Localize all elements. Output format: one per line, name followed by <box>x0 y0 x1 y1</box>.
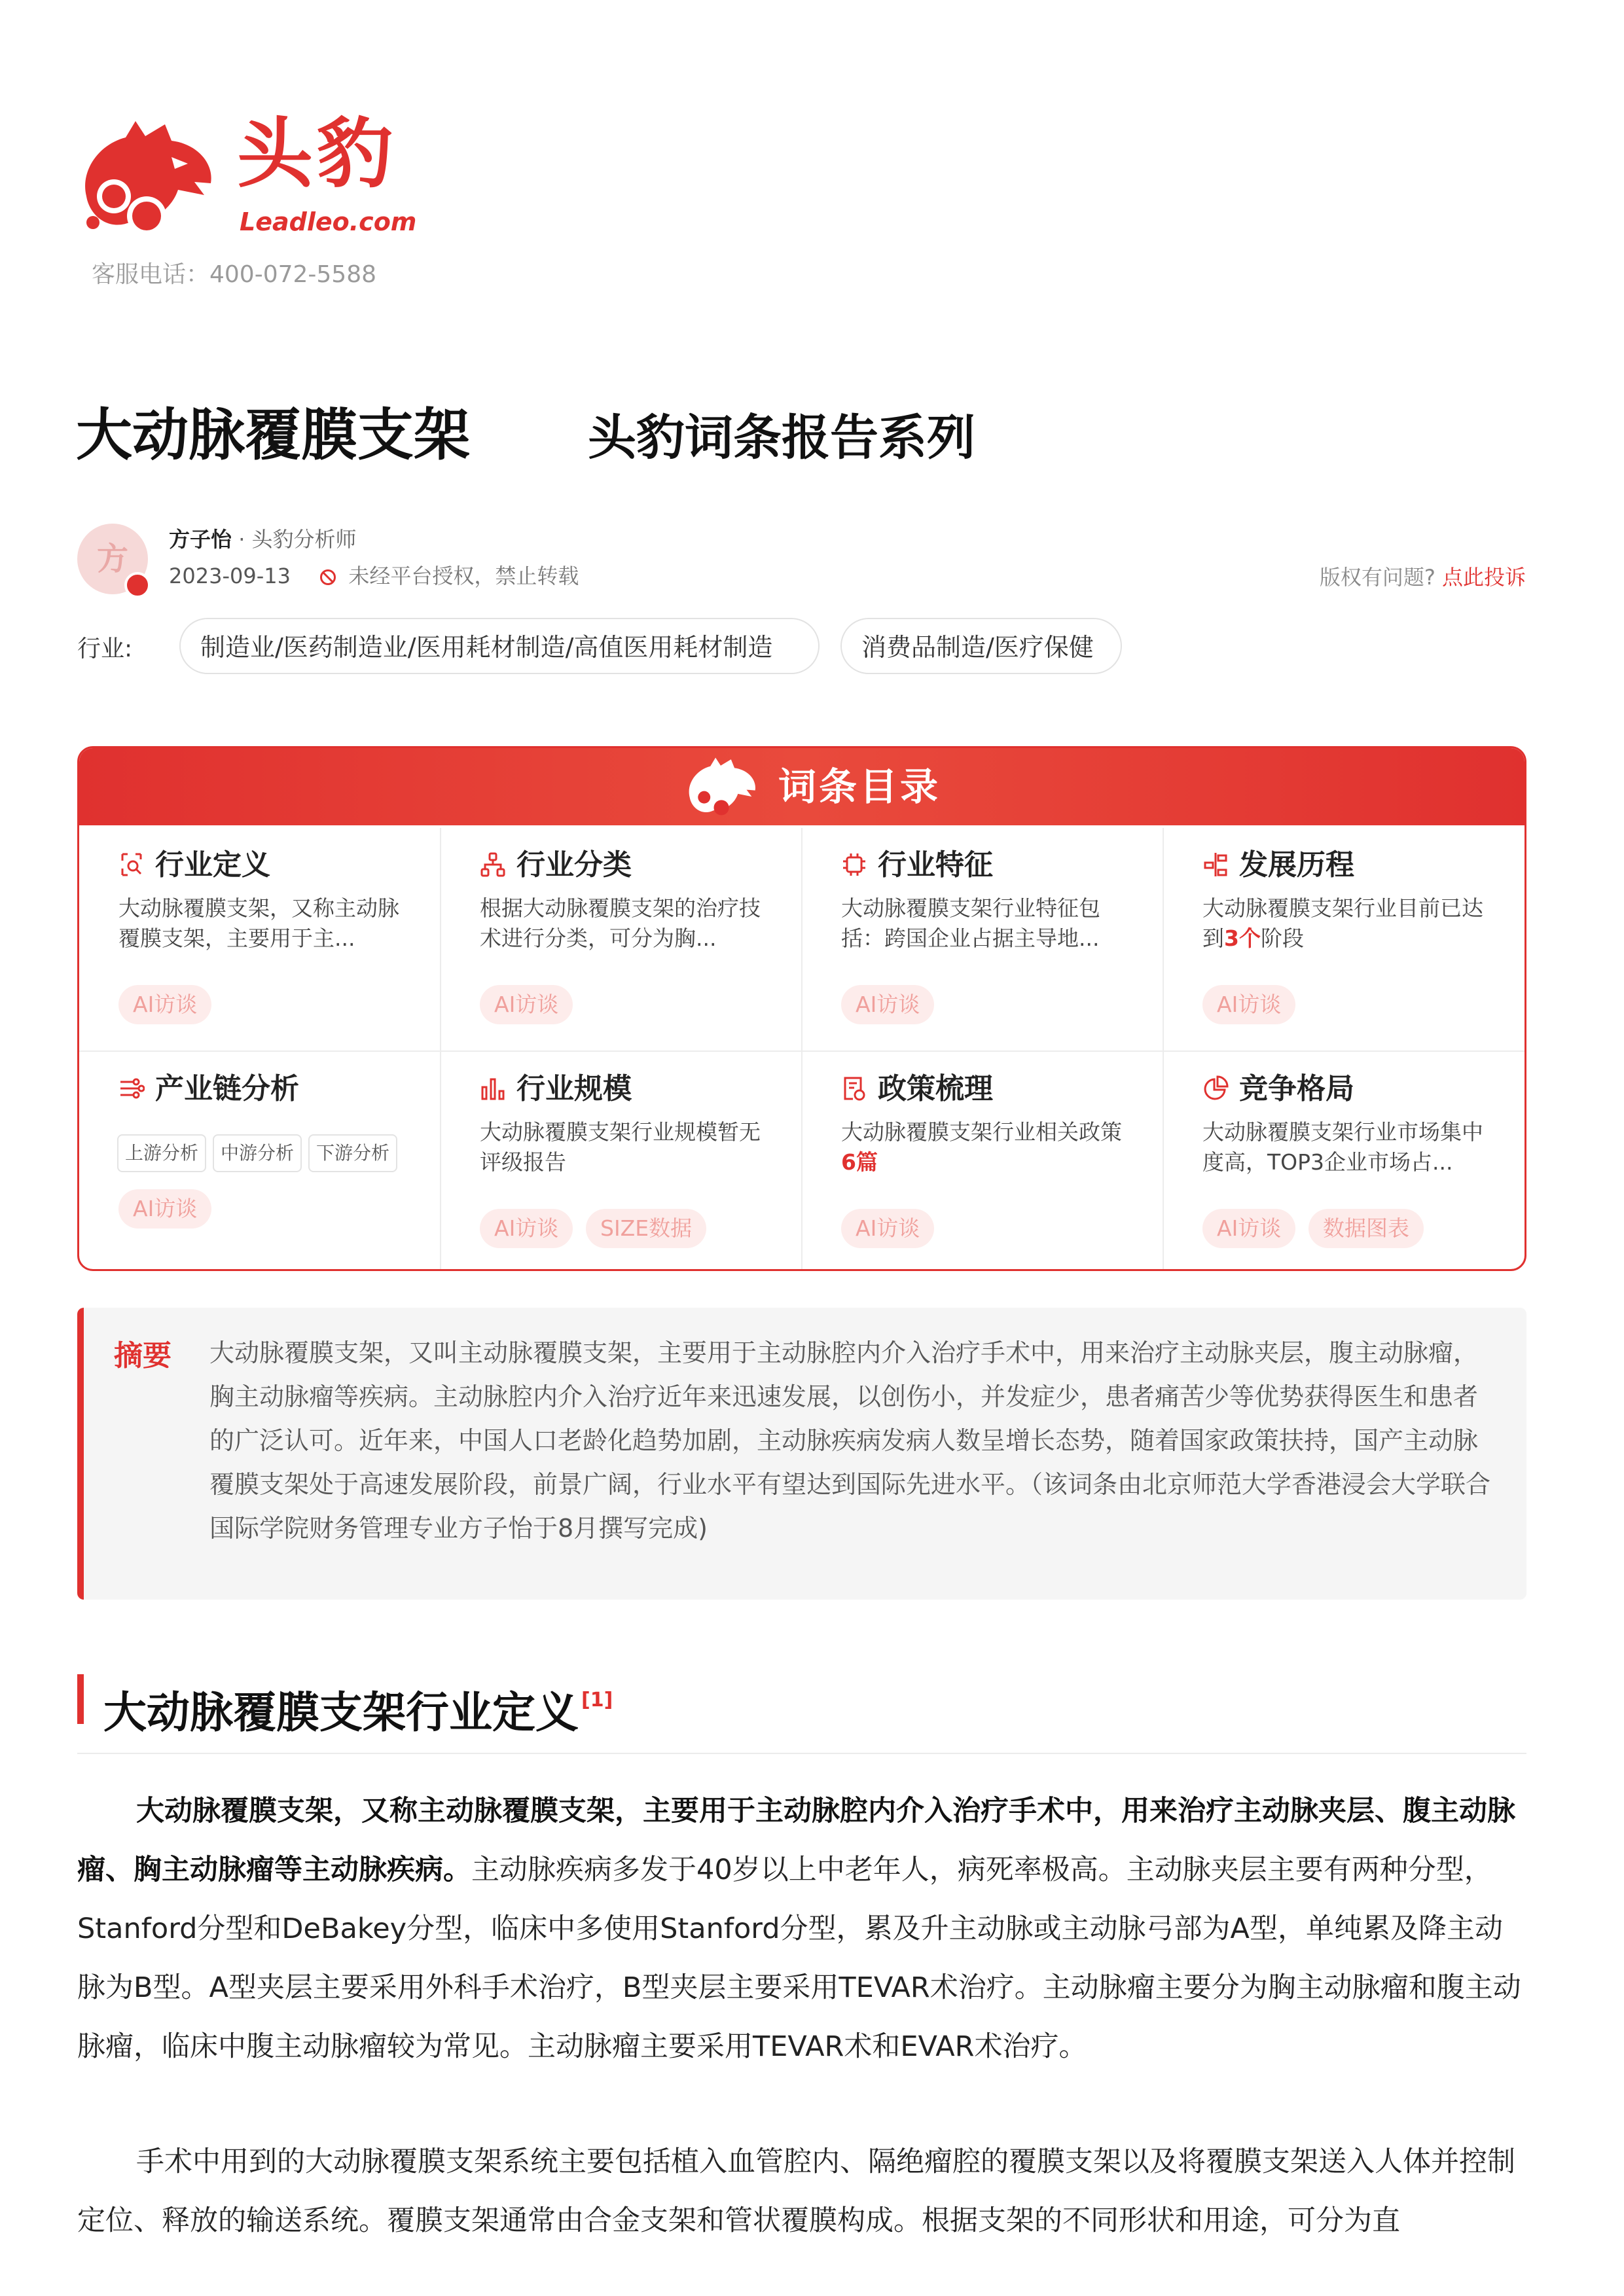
author-line <box>169 529 357 550</box>
leadleo-logo-icon <box>73 118 217 242</box>
publish-date: 2023-09-13 <box>169 564 291 588</box>
stage-count: 3个 <box>1224 925 1261 951</box>
catalog-item-title: 行业特征 <box>878 848 993 882</box>
industry-tag[interactable]: 消费品制造/医疗保健 <box>840 618 1122 674</box>
text-prefix: 大动脉覆膜支架行业相关政策 <box>841 1119 1122 1145</box>
text-prefix: 大动脉覆膜支架行业目前已达到 <box>1202 895 1483 951</box>
paragraph-body: 主动脉疾病多发于40岁以上中老年人，病死率极高。主动脉夹层主要有两种分型，Stanford分型和DeBakey分型，临床中多使用Stanford分型，累及升主动脉或主动脉弓部为A型，单纯累及降主动脉为B型。A型夹层主要采用外科手术治疗，B型夹层主要采用TEVAR术治疗。主动脉瘤主要分为胸主动脉瘤和腹主动脉瘤，临床中腹主动脉瘤较为常见。主动脉瘤主要采用TEVAR术和EVAR术治疗。 <box>77 1854 1521 2063</box>
catalog-item-history[interactable] <box>1163 828 1525 1050</box>
ai-interview-tag[interactable]: AI访谈 <box>1202 985 1295 1024</box>
reference-link[interactable]: [1] <box>581 1689 613 1712</box>
catalog-item-text: 大动脉覆膜支架行业特征包括：跨国企业占据主导地... <box>841 895 1100 951</box>
catalog-item-title: 行业定义 <box>155 848 270 882</box>
section-accent-bar <box>77 1674 84 1724</box>
paragraph <box>77 1782 1526 2076</box>
upstream-tag[interactable]: 上游分析 <box>117 1134 206 1172</box>
copyright-question: 版权有问题? <box>1319 565 1435 590</box>
report-link[interactable]: 点此投诉 <box>1441 565 1526 590</box>
downstream-tag[interactable]: 下游分析 <box>308 1134 397 1172</box>
policy-count: 6篇 <box>841 1149 878 1175</box>
catalog-item-chain[interactable] <box>79 1052 441 1271</box>
bar-chart-icon <box>480 1075 506 1102</box>
ai-interview-tag[interactable]: AI访谈 <box>480 985 573 1024</box>
catalog-title: 词条目录 <box>778 764 941 809</box>
repost-notice: 未经平台授权，禁止转载 <box>348 564 579 588</box>
catalog-item-text <box>841 1117 1129 1177</box>
catalog-item-scale[interactable] <box>441 1052 802 1271</box>
chain-flow-icon <box>118 1075 145 1102</box>
summary-box <box>77 1308 1526 1600</box>
date-line <box>169 565 579 586</box>
catalog-item-policy[interactable] <box>802 1052 1163 1271</box>
paragraph-bold-lead: 大动脉覆膜支架，又称主动脉覆膜支架，主要用于主动脉腔内介入治疗手术中，用来治疗主动脉夹层、腹主动脉瘤、胸主动脉瘤等主动脉疾病。 <box>77 1795 1515 1886</box>
catalog-item-title: 产业链分析 <box>155 1072 299 1105</box>
search-doc-icon <box>118 852 145 878</box>
catalog-panel <box>77 746 1526 1271</box>
report-series: 头豹词条报告系列 <box>588 410 975 466</box>
catalog-item-classification[interactable] <box>441 828 802 1050</box>
policy-doc-icon <box>841 1075 867 1102</box>
avatar-initial: 方 <box>96 541 128 577</box>
ai-interview-tag[interactable]: AI访谈 <box>841 985 934 1024</box>
catalog-item-text: 大动脉覆膜支架行业规模暂无评级报告 <box>480 1119 761 1175</box>
data-chart-tag[interactable]: 数据图表 <box>1308 1209 1424 1248</box>
page-title: 大动脉覆膜支架 <box>76 403 470 468</box>
catalog-item-title: 行业分类 <box>516 848 632 882</box>
catalog-item-text: 根据大动脉覆膜支架的治疗技术进行分类，可分为胸... <box>480 895 761 951</box>
prohibited-icon <box>319 569 336 586</box>
brand-name: 头豹 <box>237 110 397 198</box>
pie-chart-icon <box>1202 1075 1229 1102</box>
catalog-item-features[interactable] <box>802 828 1163 1050</box>
summary-label: 摘要 <box>114 1339 171 1372</box>
catalog-item-text: 大动脉覆膜支架，又称主动脉覆膜支架，主要用于主... <box>118 895 399 951</box>
ai-interview-tag[interactable]: AI访谈 <box>841 1209 934 1248</box>
summary-accent-bar <box>77 1308 84 1600</box>
section-heading <box>103 1676 613 1738</box>
catalog-item-title: 竞争格局 <box>1239 1072 1354 1105</box>
catalog-item-competition[interactable] <box>1163 1052 1525 1271</box>
author-name[interactable]: 方子怡 <box>169 527 232 552</box>
industry-tag[interactable]: 制造业/医药制造业/医用耗材制造/高值医用耗材制造 <box>179 618 820 674</box>
midstream-tag[interactable]: 中游分析 <box>213 1134 302 1172</box>
catalog-item-text <box>1202 893 1490 954</box>
industry-label: 行业: <box>77 636 133 662</box>
leadleo-logo-icon <box>676 756 765 821</box>
ai-interview-tag[interactable]: AI访谈 <box>480 1209 573 1248</box>
chip-icon <box>841 852 867 878</box>
section-title: 大动脉覆膜支架行业定义 <box>103 1687 579 1738</box>
ai-interview-tag[interactable]: AI访谈 <box>1202 1209 1295 1248</box>
brand-domain: Leadleo.com <box>240 207 417 236</box>
ai-interview-tag[interactable]: AI访谈 <box>118 1189 211 1229</box>
analyst-badge-icon <box>124 572 151 598</box>
catalog-item-title: 行业规模 <box>516 1072 632 1105</box>
summary-text: 大动脉覆膜支架，又叫主动脉覆膜支架，主要用于主动脉腔内介入治疗手术中，用来治疗主动脉夹层，腹主动脉瘤，胸主动脉瘤等疾病。主动脉腔内介入治疗近年来迅速发展，以创伤小，并发症少，患者痛苦少等优势获得医生和患者的广泛认可。近年来，中国人口老龄化趋势加剧，主动脉疾病发病人数呈增长态势，随着国家政策扶持，国产主动脉覆膜支架处于高速发展阶段，前景广阔，行业水平有望达到国际先进水平。（该词条由北京师范大学香港浸会大学联合国际学院财务管理专业方子怡于8月撰写完成) <box>209 1338 1491 1543</box>
timeline-icon <box>1202 852 1229 878</box>
hotline: 客服电话：400-072-5588 <box>92 261 377 288</box>
divider <box>77 1753 1526 1754</box>
catalog-item-text: 大动脉覆膜支架行业市场集中度高，TOP3企业市场占... <box>1202 1119 1483 1175</box>
catalog-header <box>79 748 1525 825</box>
text-suffix: 阶段 <box>1260 925 1304 951</box>
paragraph: 手术中用到的大动脉覆膜支架系统主要包括植入血管腔内、隔绝瘤腔的覆膜支架以及将覆膜支架送入人体并控制定位、释放的输送系统。覆膜支架通常由合金支架和管状覆膜构成。根据支架的不同形状和用途，可分为直 <box>77 2145 1515 2237</box>
ai-interview-tag[interactable]: AI访谈 <box>118 985 211 1024</box>
catalog-item-title: 政策梳理 <box>878 1072 993 1105</box>
hierarchy-icon <box>480 852 506 878</box>
author-role: · 头豹分析师 <box>238 527 357 552</box>
copyright-line <box>1320 567 1526 588</box>
catalog-item-title: 发展历程 <box>1239 848 1354 882</box>
catalog-item-definition[interactable] <box>79 828 441 1050</box>
size-data-tag[interactable]: SIZE数据 <box>586 1209 706 1248</box>
